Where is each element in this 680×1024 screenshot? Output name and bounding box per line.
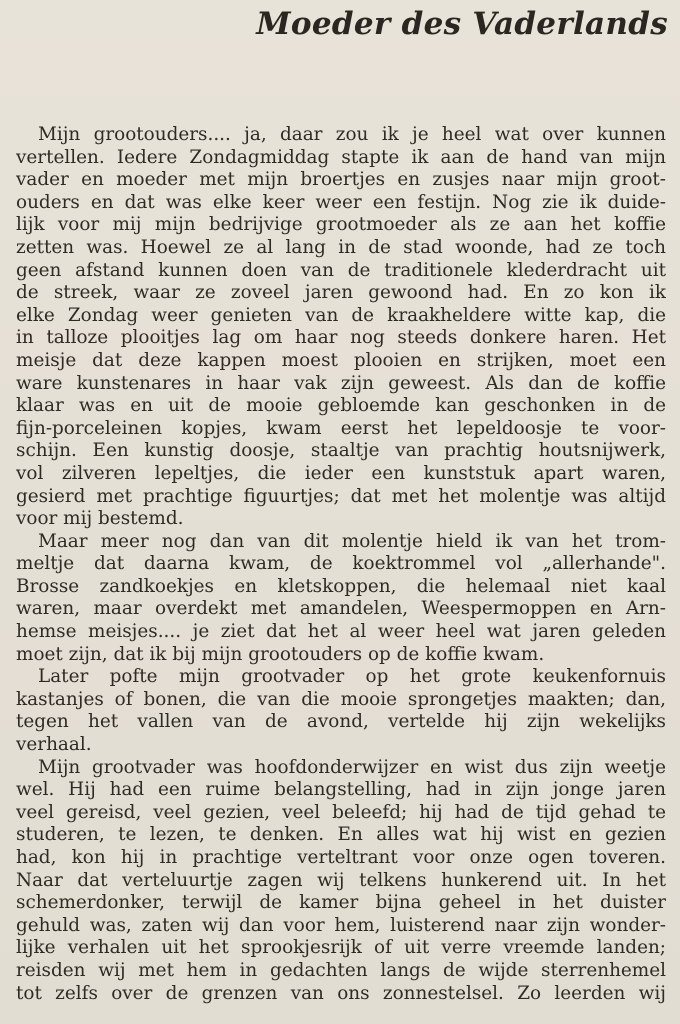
paragraph xyxy=(16,124,666,531)
text-line: ouders en dat was elke keer weer een festijn. Nog zie ik duide- xyxy=(16,191,666,213)
paragraph xyxy=(16,666,666,756)
text-line: verhaal. xyxy=(16,734,92,756)
paragraph xyxy=(16,757,666,1006)
text-line: Mijn grootvader was hoofdonderwijzer en wist dus zijn weetje xyxy=(38,756,666,778)
text-line: de streek, waar ze zoveel jaren gewoond had. En zo kon ik xyxy=(16,282,666,304)
text-line: meisje dat deze kappen moest plooien en strijken, moet een xyxy=(16,349,666,371)
text-line: studeren, te lezen, te denken. En alles wat hij wist en gezien xyxy=(16,824,666,846)
text-line: klaar was en uit de mooie gebloemde kan geschonken in de xyxy=(16,395,666,417)
text-line: hemse meisjes.... je ziet dat het al weer heel wat jaren geleden xyxy=(16,621,666,643)
text-line: Mijn grootouders.... ja, daar zou ik je heel wat over kunnen xyxy=(38,124,666,145)
text-line: schijn. Een kunstig doosje, staaltje van prachtig houtsnijwerk, xyxy=(16,440,666,462)
text-line: voor mij bestemd. xyxy=(16,508,184,530)
text-line: Naar dat verteluurtje zagen wij telkens hunkerend uit. In het xyxy=(16,869,666,891)
text-line: reisden wij met hem in gedachten langs de wijde sterrenhemel xyxy=(16,959,666,981)
text-line: veel gereisd, veel gezien, veel beleefd; hij had de tijd gehad te xyxy=(16,801,666,823)
text-line: gesierd met prachtige figuurtjes; dat met het molentje was altijd xyxy=(16,485,666,507)
page-title: Moeder des Vaderlands xyxy=(256,6,668,42)
text-line: Maar meer nog dan van dit molentje hield ik van het trom- xyxy=(38,530,666,552)
text-line: geen afstand kunnen doen van de traditionele klederdracht uit xyxy=(16,259,666,281)
text-line: schemerdonker, terwijl de kamer bijna geheel in het duister xyxy=(16,892,666,914)
text-line: gehuld was, zaten wij dan voor hem, luisterend naar zijn wonder- xyxy=(16,914,666,936)
text-line: lijke verhalen uit het sprookjesrijk of uit verre vreemde landen; xyxy=(16,937,666,959)
text-line: Later pofte mijn grootvader op het grote keukenfornuis xyxy=(38,666,666,688)
text-line: vertellen. Iedere Zondagmiddag stapte ik aan de hand van mijn xyxy=(16,146,666,168)
text-line: tegen het vallen van de avond, vertelde hij zijn wekelijks xyxy=(16,711,666,733)
text-line: tot zelfs over de grenzen van ons zonnestelsel. Zo leerden wij xyxy=(16,982,666,1004)
text-line: kastanjes of bonen, die van die mooie sprongetjes maakten; dan, xyxy=(16,688,666,710)
paragraph xyxy=(16,531,666,667)
text-line: fijn-porceleinen kopjes, kwam eerst het lepeldoosje te voor- xyxy=(16,417,666,439)
text-line: zetten was. Hoewel ze al lang in de stad woonde, had ze toch xyxy=(16,236,666,258)
body-text xyxy=(16,124,666,1005)
text-line: ware kunstenares in haar vak zijn geweest. Als dan de koffie xyxy=(16,372,666,394)
text-line: in talloze plooitjes lag om haar nog steeds donkere haren. Het xyxy=(16,327,666,349)
text-line: lijk voor mij mijn bedrijvige grootmoeder als ze aan het koffie xyxy=(16,214,666,236)
text-line: wel. Hij had een ruime belangstelling, had in zijn jonge jaren xyxy=(16,779,666,801)
text-line: meltje dat daarna kwam, de koektrommel vol „allerhande". xyxy=(16,553,666,575)
text-line: elke Zondag weer genieten van de kraakheldere witte kap, die xyxy=(16,304,666,326)
text-line: vader en moeder met mijn broertjes en zusjes naar mijn groot- xyxy=(16,169,666,191)
text-line: vol zilveren lepeltjes, die ieder een kunststuk apart waren, xyxy=(16,462,666,484)
text-line: had, kon hij in prachtige verteltrant voor onze ogen toveren. xyxy=(16,847,666,868)
text-line: Brosse zandkoekjes en kletskoppen, die helemaal niet kaal xyxy=(16,575,666,597)
text-line: moet zijn, dat ik bij mijn grootouders op de koffie kwam. xyxy=(16,643,545,665)
text-line: waren, maar overdekt met amandelen, Weespermoppen en Arn- xyxy=(16,598,666,620)
